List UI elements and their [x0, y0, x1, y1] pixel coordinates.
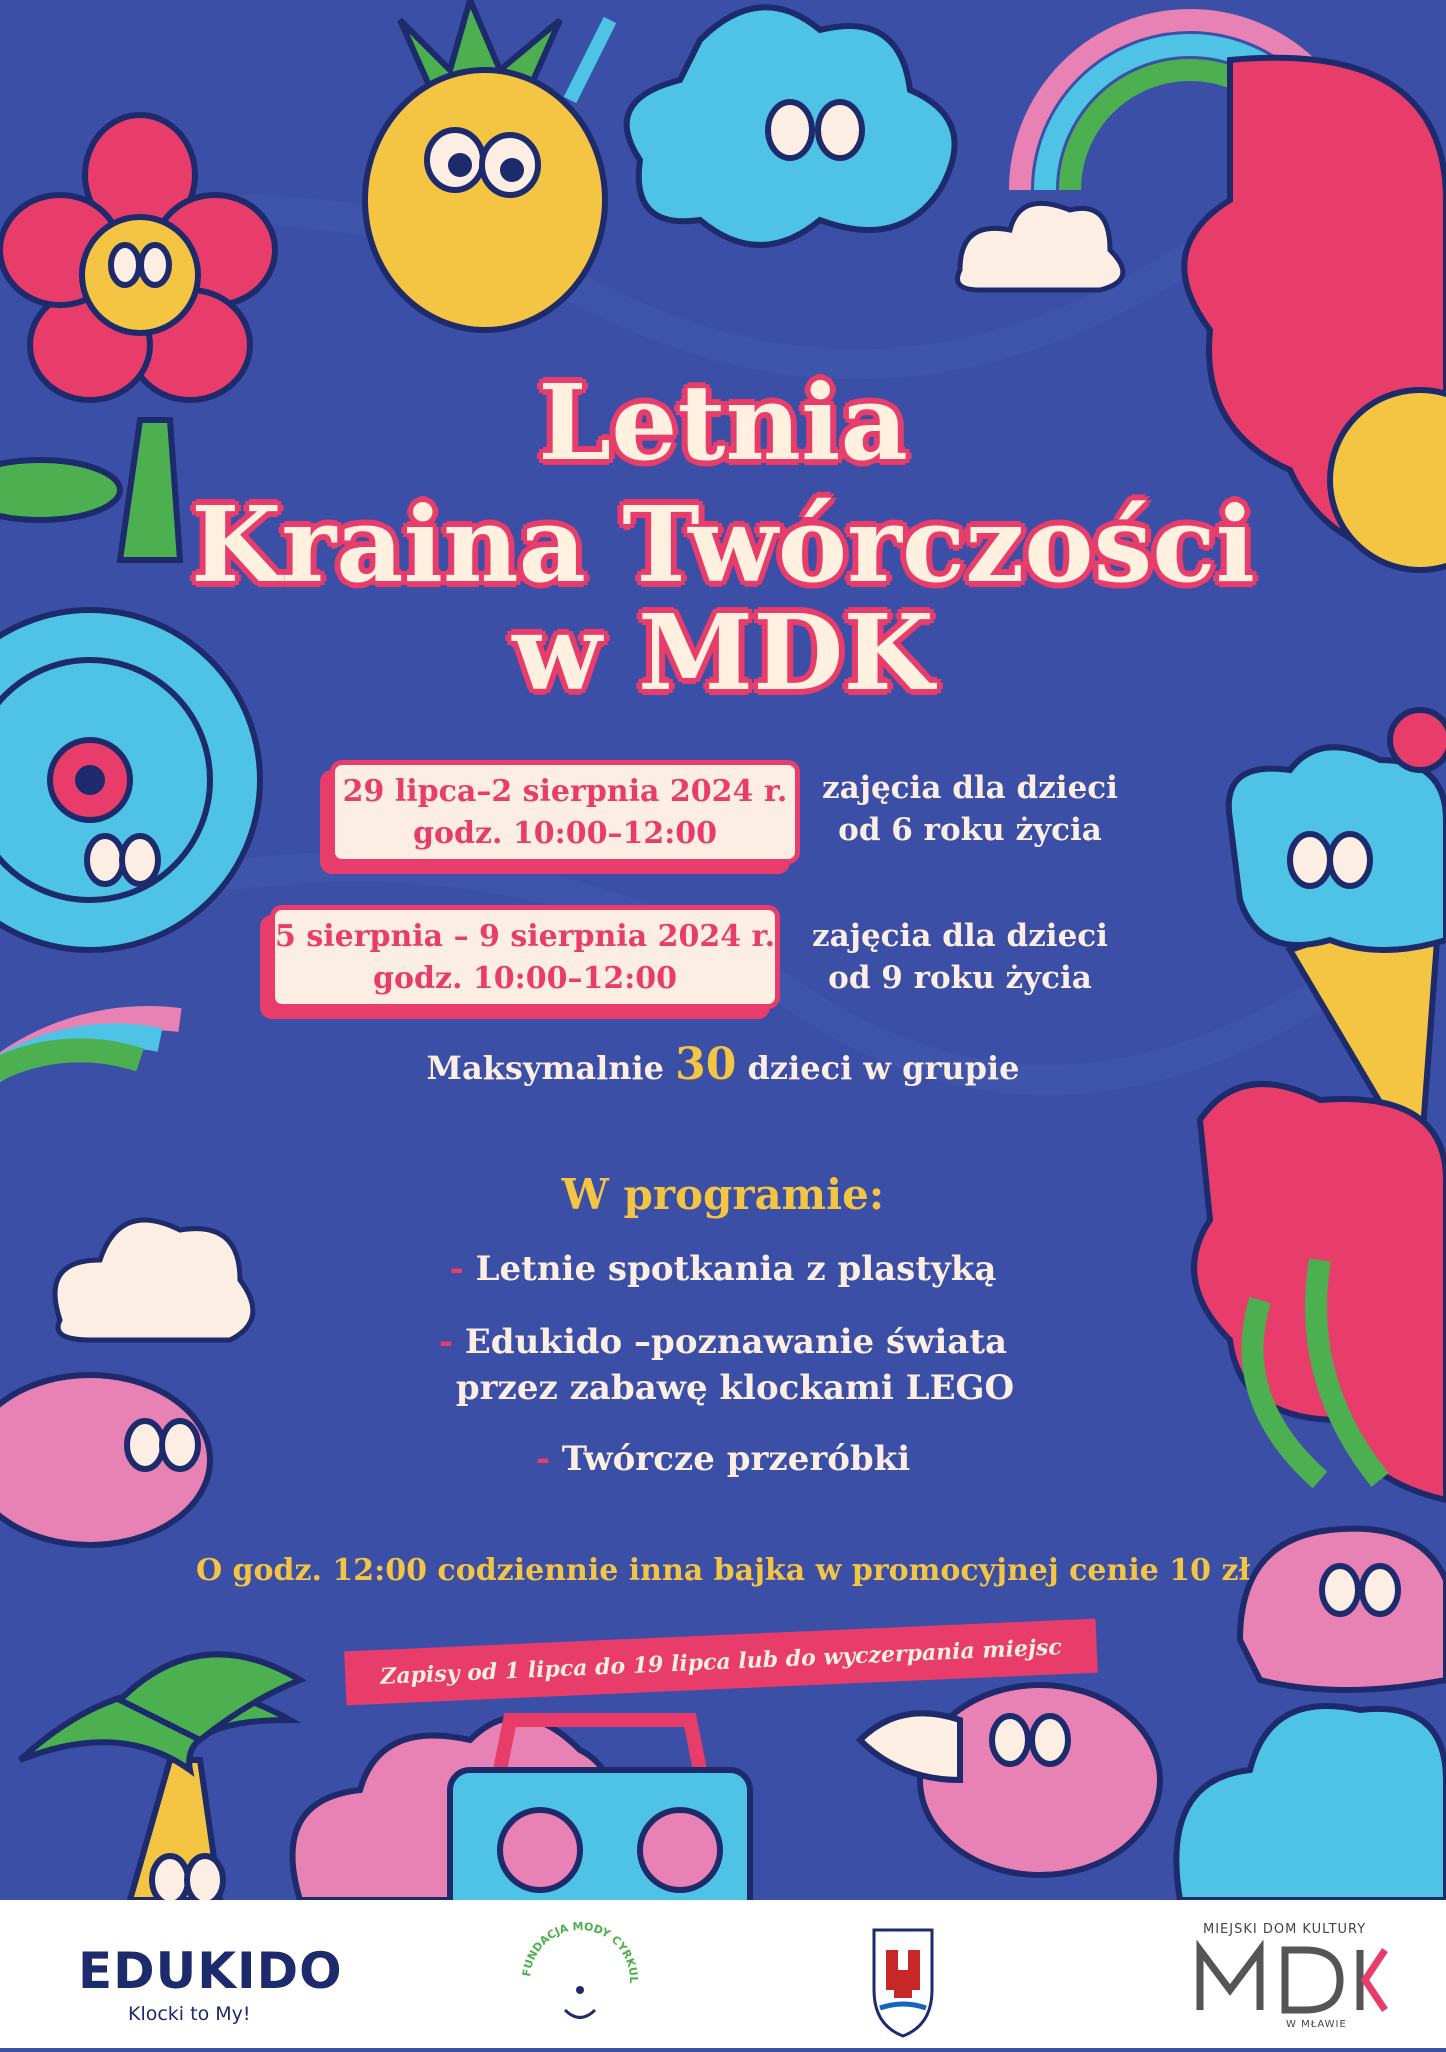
bird-icon: [860, 1685, 1160, 1875]
program-item-2-line-1: Edukido –poznawanie świata: [464, 1322, 1008, 1362]
session-1-date: 29 lipca–2 sierpnia 2024 r.: [342, 774, 788, 809]
title-line-3: w MDK: [512, 591, 934, 714]
bullet-3: -: [535, 1439, 550, 1479]
city-crest-icon: [868, 1900, 938, 2048]
program-item-2-line-2: przez zabawę klockami LEGO: [455, 1368, 1015, 1408]
session-2-time: godz. 10:00–12:00: [372, 961, 678, 996]
crest-logo: [868, 1900, 938, 2048]
session-1-age-line-1: zajęcia dla dzieci: [822, 770, 1118, 806]
bottom-right-cloud-icon: [1176, 1706, 1446, 1900]
edukido-logo: [0, 1900, 343, 2048]
svg-text:FUNDACJA MODY CYRKULARNEJ: [500, 1900, 640, 1983]
program-heading: W programie:: [561, 1170, 885, 1219]
footer-logos: [0, 1900, 1446, 2048]
mdk-logo: [1180, 1900, 1410, 2048]
fundacja-circle-icon: [500, 1900, 660, 2048]
session-1-age: [800, 767, 1140, 851]
session-1-date-box: [330, 760, 800, 864]
session-2-date: 5 sierpnia – 9 sierpnia 2024 r.: [275, 919, 776, 954]
capacity-prefix: Maksymalnie: [426, 1049, 665, 1087]
title-line-1: Letnia: [538, 361, 908, 484]
bullet-2: -: [438, 1322, 454, 1362]
program-item-1: [0, 1245, 1446, 1293]
program-item-1-text: Letnie spotkania z plastyką: [475, 1249, 997, 1289]
program-item-3-text: Twórcze przeróbki: [561, 1439, 911, 1479]
mdk-top-text: MIEJSKI DOM KULTURY: [1203, 1922, 1367, 1937]
fundacja-name: FUNDACJA MODY CYRKUL: [520, 1919, 641, 1984]
session-1-age-line-2: od 6 roku życia: [838, 812, 1102, 848]
fundacja-logo: [500, 1900, 660, 2048]
mdk-bottom-text: W MŁAWIE: [1286, 2019, 1347, 2030]
mdk-letters-icon: [1190, 1940, 1390, 2020]
program-item-3: [0, 1435, 1446, 1483]
title-line-2: Kraina Twórczości: [190, 483, 1256, 606]
session-1-time: godz. 10:00–12:00: [412, 816, 718, 851]
session-2-age-line-1: zajęcia dla dzieci: [812, 918, 1108, 954]
small-cloud-icon: [958, 203, 1123, 290]
fairy-tale-note: O godz. 12:00 codziennie inna bajka w promocyjnej cenie 10 zł: [195, 1553, 1251, 1588]
palm-tree-icon: [20, 1654, 300, 1900]
capacity-text: [0, 1040, 1446, 1093]
bullet-1: -: [449, 1249, 464, 1289]
session-2-age: [790, 915, 1130, 999]
capacity-number: 30: [675, 1039, 737, 1090]
edukido-name: EDUKIDO: [78, 1942, 343, 2000]
capacity-suffix: dzieci w grupie: [747, 1049, 1020, 1087]
pineapple-icon: [365, 0, 610, 330]
session-2-date-box: [270, 905, 780, 1009]
program-item-2: [0, 1318, 1446, 1366]
session-2-age-line-2: od 9 roku życia: [828, 960, 1092, 996]
registration-note: Zapisy od 1 lipca do 19 lipca lub do wyczerpania miejsc: [344, 1619, 1098, 1706]
cloud-icon: [627, 7, 955, 245]
edukido-tagline: Klocki to My!: [128, 2003, 251, 2025]
